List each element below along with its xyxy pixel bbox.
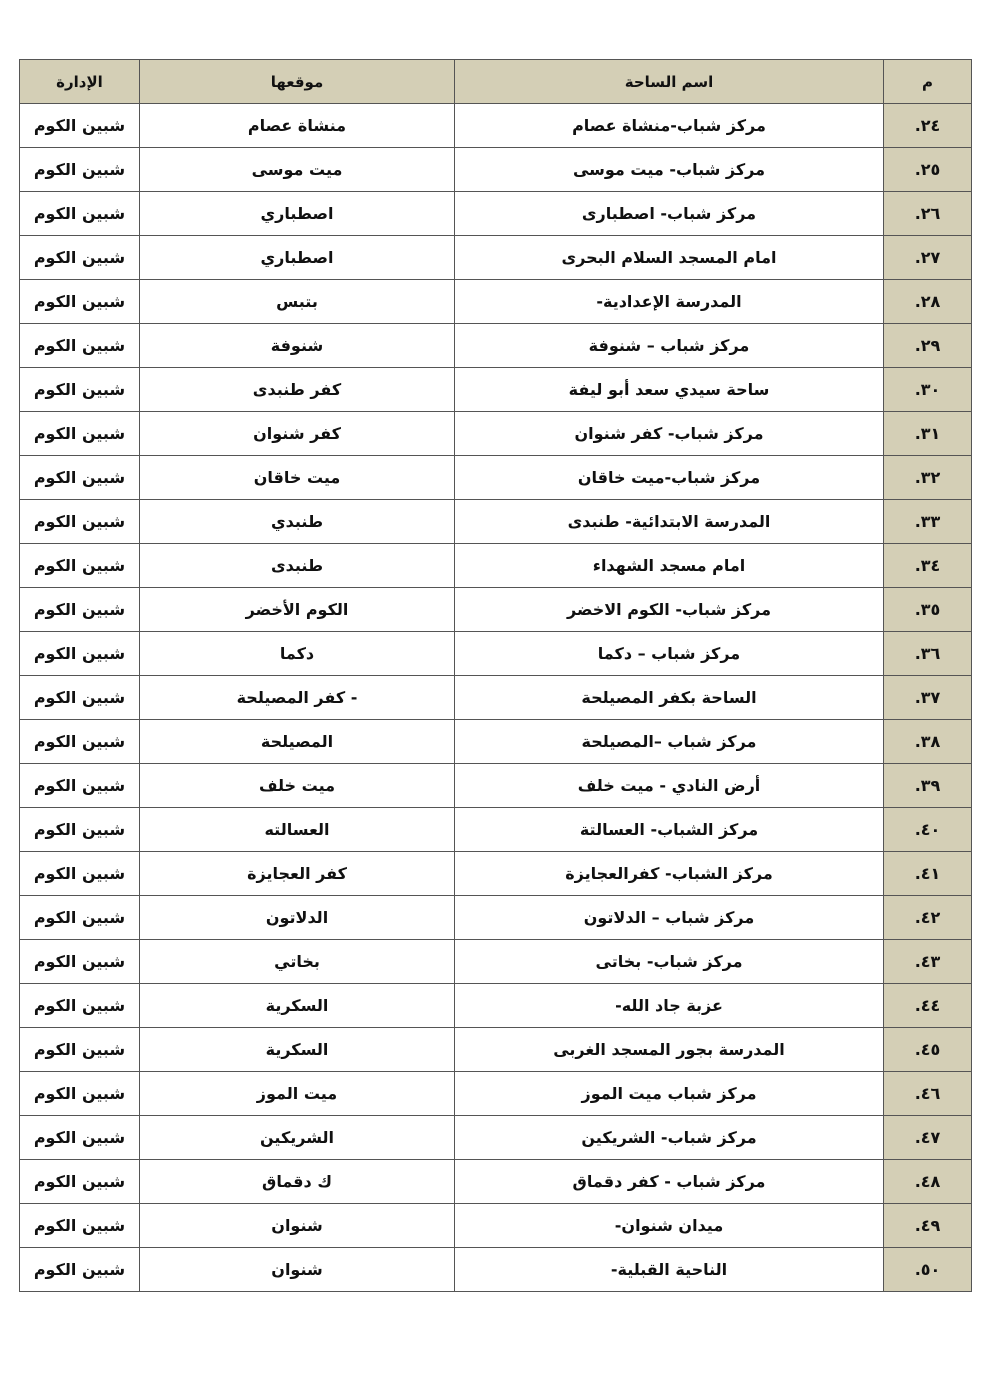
location-cell: كفر شنوان	[140, 412, 455, 456]
table-row	[20, 412, 972, 456]
location-cell: كفر طنبدى	[140, 368, 455, 412]
administration-cell: شبين الكوم	[20, 940, 140, 984]
squares-table	[19, 59, 972, 1292]
table-row	[20, 1160, 972, 1204]
square-name-cell: ميدان شنوان-	[455, 1204, 884, 1248]
row-number: ٤٨.	[884, 1160, 972, 1204]
table-row	[20, 368, 972, 412]
table-row	[20, 148, 972, 192]
location-cell: بتبس	[140, 280, 455, 324]
location-cell: شنوفة	[140, 324, 455, 368]
administration-cell: شبين الكوم	[20, 984, 140, 1028]
location-cell: ميت الموز	[140, 1072, 455, 1116]
administration-cell: شبين الكوم	[20, 1028, 140, 1072]
location-cell: طنبدي	[140, 500, 455, 544]
row-number: ٤٥.	[884, 1028, 972, 1072]
row-number: ٢٥.	[884, 148, 972, 192]
table-row	[20, 676, 972, 720]
row-number: ٤٧.	[884, 1116, 972, 1160]
administration-cell: شبين الكوم	[20, 280, 140, 324]
table-body	[20, 104, 972, 1292]
location-cell: ميت موسى	[140, 148, 455, 192]
location-cell: اصطباري	[140, 192, 455, 236]
table-row	[20, 896, 972, 940]
square-name-cell: ساحة سيدي سعد أبو ليفة	[455, 368, 884, 412]
row-number: ٢٧.	[884, 236, 972, 280]
square-name-cell: مركز شباب- الكوم الاخضر	[455, 588, 884, 632]
row-number: ٣٨.	[884, 720, 972, 764]
square-name-cell: المدرسة بجور المسجد الغربى	[455, 1028, 884, 1072]
square-name-cell: الساحة بكفر المصيلحة	[455, 676, 884, 720]
location-cell: طنبدى	[140, 544, 455, 588]
row-number: ٣٥.	[884, 588, 972, 632]
square-name-cell: أرض النادي - ميت خلف	[455, 764, 884, 808]
administration-cell: شبين الكوم	[20, 1072, 140, 1116]
header-row	[20, 60, 972, 104]
location-cell: اصطباري	[140, 236, 455, 280]
administration-cell: شبين الكوم	[20, 412, 140, 456]
header-square-name: اسم الساحة	[455, 60, 884, 104]
row-number: ٣٤.	[884, 544, 972, 588]
square-name-cell: مركز شباب- اصطبارى	[455, 192, 884, 236]
administration-cell: شبين الكوم	[20, 896, 140, 940]
location-cell: شنوان	[140, 1204, 455, 1248]
square-name-cell: مركز شباب- الشريكين	[455, 1116, 884, 1160]
location-cell: منشاة عصام	[140, 104, 455, 148]
row-number: ٥٠.	[884, 1248, 972, 1292]
square-name-cell: عزبة جاد الله-	[455, 984, 884, 1028]
administration-cell: شبين الكوم	[20, 368, 140, 412]
administration-cell: شبين الكوم	[20, 852, 140, 896]
square-name-cell: الناحية القبلية-	[455, 1248, 884, 1292]
square-name-cell: مركز شباب-ميت خاقان	[455, 456, 884, 500]
square-name-cell: امام المسجد السلام البحرى	[455, 236, 884, 280]
square-name-cell: المدرسة الابتدائية- طنبدى	[455, 500, 884, 544]
square-name-cell: مركز شباب - كفر دقماق	[455, 1160, 884, 1204]
administration-cell: شبين الكوم	[20, 324, 140, 368]
table-row	[20, 280, 972, 324]
administration-cell: شبين الكوم	[20, 676, 140, 720]
location-cell: الكوم الأخضر	[140, 588, 455, 632]
location-cell: السكرية	[140, 1028, 455, 1072]
table-row	[20, 940, 972, 984]
table-row	[20, 1248, 972, 1292]
table-row	[20, 588, 972, 632]
table-row	[20, 720, 972, 764]
square-name-cell: مركز شباب-منشاة عصام	[455, 104, 884, 148]
table-row	[20, 1072, 972, 1116]
administration-cell: شبين الكوم	[20, 720, 140, 764]
table-row	[20, 544, 972, 588]
location-cell: الدلاتون	[140, 896, 455, 940]
table-row	[20, 984, 972, 1028]
square-name-cell: مركز شباب – دكما	[455, 632, 884, 676]
location-cell: ميت خاقان	[140, 456, 455, 500]
administration-cell: شبين الكوم	[20, 1248, 140, 1292]
row-number: ٢٩.	[884, 324, 972, 368]
row-number: ٣١.	[884, 412, 972, 456]
location-cell: شنوان	[140, 1248, 455, 1292]
square-name-cell: مركز الشباب- كفرالعجايزة	[455, 852, 884, 896]
header-number: م	[884, 60, 972, 104]
table-row	[20, 632, 972, 676]
administration-cell: شبين الكوم	[20, 456, 140, 500]
row-number: ٤١.	[884, 852, 972, 896]
table-row	[20, 808, 972, 852]
administration-cell: شبين الكوم	[20, 192, 140, 236]
location-cell: كفر العجايزة	[140, 852, 455, 896]
table-row	[20, 764, 972, 808]
administration-cell: شبين الكوم	[20, 104, 140, 148]
administration-cell: شبين الكوم	[20, 1116, 140, 1160]
table-row	[20, 236, 972, 280]
table-row	[20, 104, 972, 148]
administration-cell: شبين الكوم	[20, 1204, 140, 1248]
row-number: ٢٤.	[884, 104, 972, 148]
square-name-cell: مركز شباب- ميت موسى	[455, 148, 884, 192]
administration-cell: شبين الكوم	[20, 808, 140, 852]
square-name-cell: مركز شباب- بخاتى	[455, 940, 884, 984]
row-number: ٢٨.	[884, 280, 972, 324]
administration-cell: شبين الكوم	[20, 588, 140, 632]
header-location: موقعها	[140, 60, 455, 104]
table-row	[20, 1116, 972, 1160]
square-name-cell: مركز شباب – شنوفة	[455, 324, 884, 368]
table-row	[20, 852, 972, 896]
row-number: ٢٦.	[884, 192, 972, 236]
square-name-cell: مركز شباب –المصيلحة	[455, 720, 884, 764]
administration-cell: شبين الكوم	[20, 236, 140, 280]
row-number: ٣٦.	[884, 632, 972, 676]
table-row	[20, 192, 972, 236]
location-cell: - كفر المصيلحة	[140, 676, 455, 720]
administration-cell: شبين الكوم	[20, 148, 140, 192]
table-row	[20, 1204, 972, 1248]
square-name-cell: المدرسة الإعدادية-	[455, 280, 884, 324]
row-number: ٤٢.	[884, 896, 972, 940]
table-row	[20, 1028, 972, 1072]
row-number: ٣٠.	[884, 368, 972, 412]
square-name-cell: مركز شباب – الدلاتون	[455, 896, 884, 940]
row-number: ٤٤.	[884, 984, 972, 1028]
administration-cell: شبين الكوم	[20, 544, 140, 588]
row-number: ٤٠.	[884, 808, 972, 852]
table-row	[20, 500, 972, 544]
location-cell: العسالته	[140, 808, 455, 852]
row-number: ٣٢.	[884, 456, 972, 500]
administration-cell: شبين الكوم	[20, 500, 140, 544]
square-name-cell: امام مسجد الشهداء	[455, 544, 884, 588]
administration-cell: شبين الكوم	[20, 632, 140, 676]
row-number: ٤٩.	[884, 1204, 972, 1248]
location-cell: ميت خلف	[140, 764, 455, 808]
location-cell: الشريكين	[140, 1116, 455, 1160]
row-number: ٤٦.	[884, 1072, 972, 1116]
row-number: ٣٣.	[884, 500, 972, 544]
square-name-cell: مركز الشباب- العسالتة	[455, 808, 884, 852]
administration-cell: شبين الكوم	[20, 764, 140, 808]
location-cell: دكما	[140, 632, 455, 676]
table-header	[20, 60, 972, 104]
row-number: ٣٩.	[884, 764, 972, 808]
location-cell: المصيلحة	[140, 720, 455, 764]
location-cell: بخاتي	[140, 940, 455, 984]
location-cell: السكرية	[140, 984, 455, 1028]
row-number: ٤٣.	[884, 940, 972, 984]
table-row	[20, 324, 972, 368]
table-row	[20, 456, 972, 500]
administration-cell: شبين الكوم	[20, 1160, 140, 1204]
square-name-cell: مركز شباب ميت الموز	[455, 1072, 884, 1116]
header-administration: الإدارة	[20, 60, 140, 104]
location-cell: ك دقماق	[140, 1160, 455, 1204]
row-number: ٣٧.	[884, 676, 972, 720]
square-name-cell: مركز شباب- كفر شنوان	[455, 412, 884, 456]
